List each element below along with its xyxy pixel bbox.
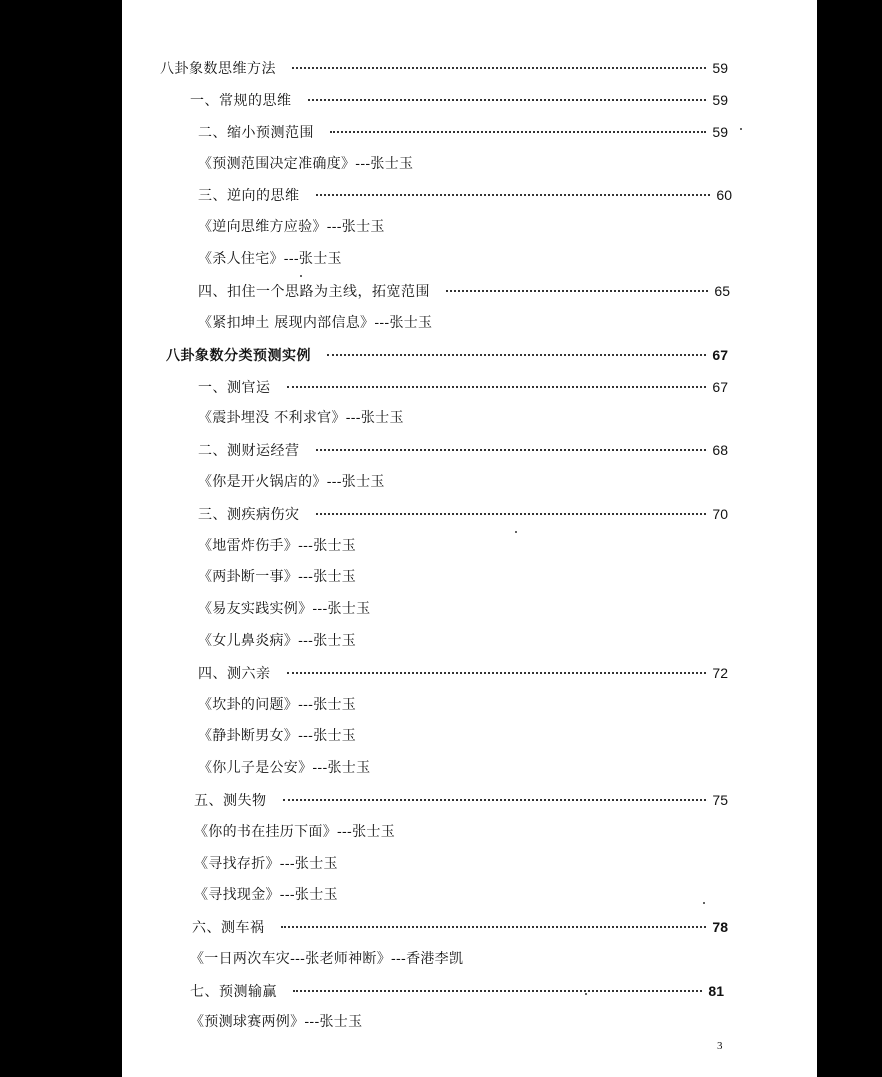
toc-page-number: 60 xyxy=(716,187,732,203)
toc-subsection[interactable] xyxy=(198,185,732,206)
toc-article[interactable] xyxy=(194,885,338,905)
toc-label: 《逆向思维方应验》---张士玉 xyxy=(198,219,385,235)
dot-leader xyxy=(293,990,702,992)
toc-page-number: 59 xyxy=(712,124,728,140)
toc-article[interactable] xyxy=(198,758,370,778)
toc-label: 《寻找存折》---张士玉 xyxy=(194,856,338,872)
toc-article[interactable] xyxy=(194,822,395,842)
toc-page-number: 78 xyxy=(712,919,728,935)
toc-subsection[interactable] xyxy=(190,981,724,1002)
toc-section-heading[interactable] xyxy=(160,58,728,79)
toc-subsection[interactable] xyxy=(192,917,728,938)
toc-article[interactable] xyxy=(198,249,342,269)
toc-subsection[interactable] xyxy=(190,90,728,111)
scan-speck xyxy=(740,128,742,130)
dot-leader xyxy=(292,67,706,69)
toc-page-number: 67 xyxy=(712,379,728,395)
toc-label: 四、测六亲 xyxy=(198,666,271,682)
toc-article[interactable] xyxy=(198,536,356,556)
toc-subsection[interactable] xyxy=(194,790,728,811)
scan-speck xyxy=(300,275,302,277)
toc-subsection[interactable] xyxy=(198,663,728,684)
toc-label: 《预测球赛两例》---张士玉 xyxy=(190,1014,363,1030)
page-number: 3 xyxy=(717,1040,723,1052)
toc-label: 《你的书在挂历下面》---张士玉 xyxy=(194,824,395,840)
dot-leader xyxy=(330,131,706,133)
toc-label: 二、缩小预测范围 xyxy=(198,125,314,141)
toc-label: 《两卦断一事》---张士玉 xyxy=(198,569,357,585)
toc-label: 七、预测输赢 xyxy=(190,984,277,1000)
toc-article[interactable] xyxy=(198,631,356,651)
toc-section-heading[interactable] xyxy=(166,345,728,366)
toc-article[interactable] xyxy=(198,154,413,174)
toc-label: 《你儿子是公安》---张士玉 xyxy=(198,760,371,776)
toc-page-number: 67 xyxy=(712,347,728,363)
toc-label: 三、逆向的思维 xyxy=(198,188,300,204)
toc-label: 《女儿鼻炎病》---张士玉 xyxy=(198,633,357,649)
dot-leader xyxy=(308,99,707,101)
toc-label: 《预测范围决定准确度》---张士玉 xyxy=(198,156,414,172)
toc-article[interactable] xyxy=(194,854,338,874)
toc-article[interactable] xyxy=(198,472,385,492)
dot-leader xyxy=(327,354,706,356)
toc-label: 《坎卦的问题》---张士玉 xyxy=(198,697,357,713)
toc-label: 一、测官运 xyxy=(198,380,271,396)
dot-leader xyxy=(287,386,707,388)
scan-speck xyxy=(703,902,705,904)
toc-subsection[interactable] xyxy=(198,122,728,143)
toc-article[interactable] xyxy=(198,599,370,619)
toc-label: 五、测失物 xyxy=(194,793,267,809)
toc-subsection[interactable] xyxy=(198,440,728,461)
toc-label: 《易友实践实例》---张士玉 xyxy=(198,601,371,617)
dot-leader xyxy=(316,194,711,196)
document-page xyxy=(122,0,817,1077)
toc-label: 一、常规的思维 xyxy=(190,93,292,109)
toc-label: 《一日两次车灾---张老师神断》---香港李凯 xyxy=(190,951,464,967)
toc-label: 《你是开火锅店的》---张士玉 xyxy=(198,474,385,490)
toc-article[interactable] xyxy=(198,567,356,587)
toc-label: 《杀人住宅》---张士玉 xyxy=(198,251,342,267)
toc-page-number: 72 xyxy=(712,665,728,681)
toc-page-number: 65 xyxy=(714,283,730,299)
dot-leader xyxy=(446,290,708,292)
dot-leader xyxy=(281,926,707,928)
toc-page-number: 68 xyxy=(712,442,728,458)
toc-article[interactable] xyxy=(190,949,463,969)
toc-article[interactable] xyxy=(198,313,432,333)
scan-speck xyxy=(585,993,587,995)
dot-leader xyxy=(316,449,707,451)
toc-subsection[interactable] xyxy=(198,377,728,398)
toc-label: 六、测车祸 xyxy=(192,920,265,936)
dot-leader xyxy=(316,513,707,515)
toc-article[interactable] xyxy=(190,1012,362,1032)
toc-article[interactable] xyxy=(198,695,356,715)
toc-article[interactable] xyxy=(198,726,356,746)
toc-page-number: 59 xyxy=(712,60,728,76)
toc-label: 《静卦断男女》---张士玉 xyxy=(198,728,357,744)
toc-page-number: 81 xyxy=(708,983,724,999)
toc-page-number: 70 xyxy=(712,506,728,522)
toc-label: 《震卦埋没 不利求官》---张士玉 xyxy=(198,410,404,426)
toc-article[interactable] xyxy=(198,408,404,428)
toc-label: 《寻找现金》---张士玉 xyxy=(194,887,338,903)
toc-label: 四、扣住一个思路为主线，拓宽范围 xyxy=(198,284,430,300)
toc-page-number: 59 xyxy=(712,92,728,108)
toc-label: 《紧扣坤土 展现内部信息》---张士玉 xyxy=(198,315,433,331)
toc-article[interactable] xyxy=(198,217,385,237)
toc-label: 《地雷炸伤手》---张士玉 xyxy=(198,538,357,554)
toc-label: 八卦象数分类预测实例 xyxy=(166,348,311,364)
toc-label: 八卦象数思维方法 xyxy=(160,61,276,77)
toc-page-number: 75 xyxy=(712,792,728,808)
toc-subsection[interactable] xyxy=(198,281,730,302)
scan-speck xyxy=(515,531,517,533)
toc-label: 三、测疾病伤灾 xyxy=(198,507,300,523)
toc-subsection[interactable] xyxy=(198,504,728,525)
dot-leader xyxy=(283,799,707,801)
dot-leader xyxy=(287,672,707,674)
toc-label: 二、测财运经营 xyxy=(198,443,300,459)
